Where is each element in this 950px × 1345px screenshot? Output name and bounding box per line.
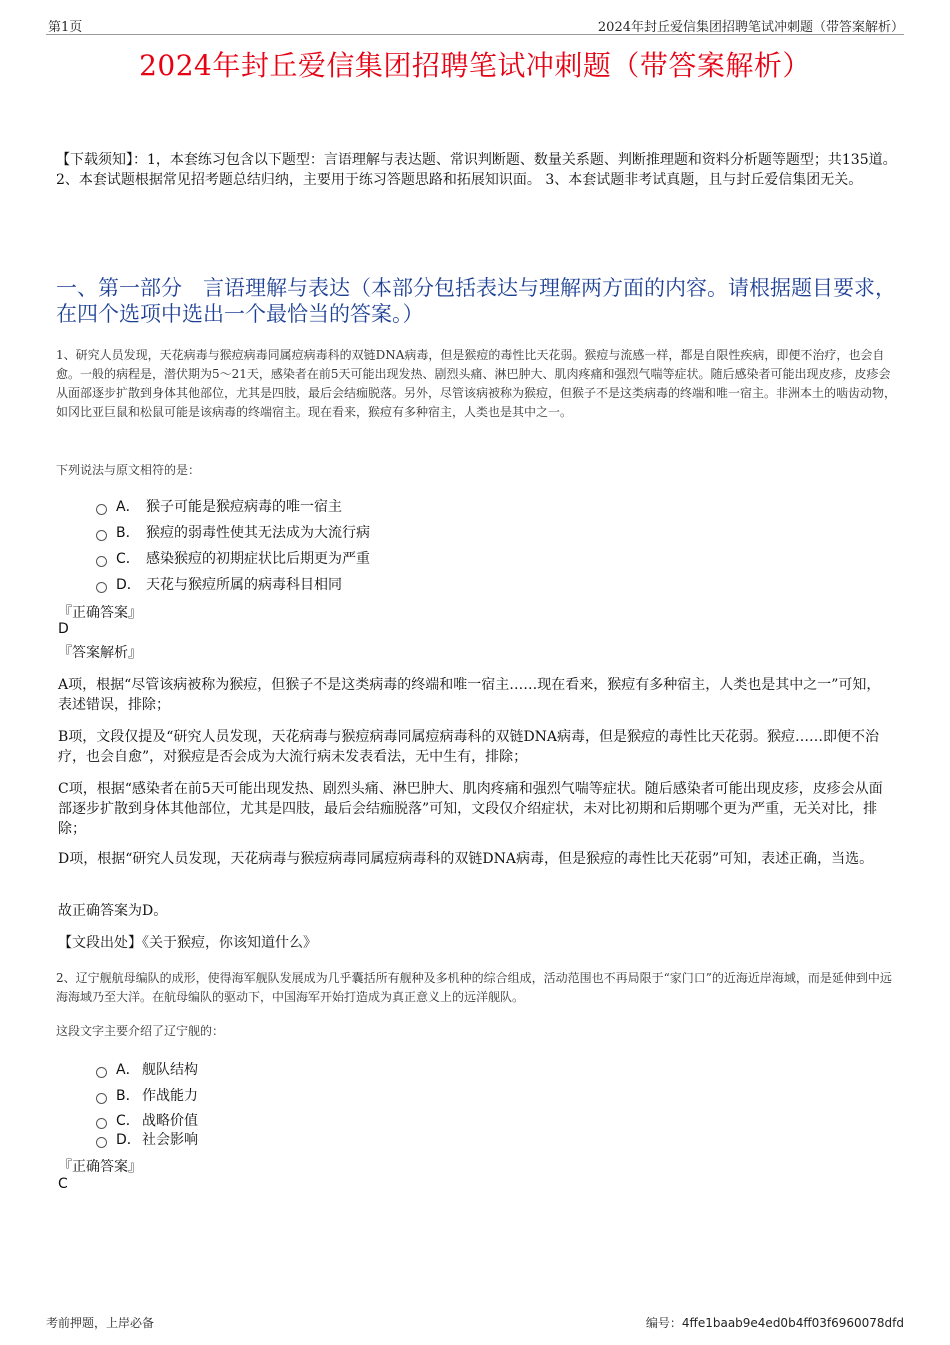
download-notice: 【下载须知】：1，本套练习包含以下题型：言语理解与表达题、常识判断题、数量关系题、判断推理题和资料分析题等题型；共135道。 2、本套试题根据常见招考题总结归纳，主要用于练习答题思路和拓展知识面。 3、本套试题非考试真题，且与封丘爱信集团无关。 — [56, 152, 897, 188]
option-d[interactable]: D． 天花与猴痘所属的病毒科目相同 — [96, 574, 342, 596]
radio-icon[interactable] — [96, 1093, 107, 1104]
radio-icon[interactable] — [96, 1137, 107, 1148]
option-d[interactable]: D．社会影响 — [96, 1129, 198, 1151]
answer-label: 『正确答案』 — [58, 605, 142, 621]
correct-answer: D — [58, 621, 69, 637]
option-c[interactable]: C． 战略价值 — [96, 1110, 198, 1132]
answer-label: 『正确答案』 — [58, 1159, 142, 1175]
option-b[interactable]: B． 猴痘的弱毒性使其无法成为大流行病 — [96, 522, 370, 544]
document-code — [646, 1314, 904, 1331]
code-label: 编号： — [645, 1316, 682, 1330]
option-a[interactable]: A． 舰队结构 — [96, 1059, 198, 1081]
page-footer — [46, 1312, 904, 1332]
option-c[interactable]: C． 感染猴痘的初期症状比后期更为严重 — [96, 548, 370, 570]
option-text: 猴子可能是猴痘病毒的唯一宿主 — [146, 499, 342, 515]
footer-slogan: 考前押题，上岸必备 — [46, 1316, 155, 1330]
option-b[interactable]: B． 作战能力 — [96, 1085, 198, 1107]
option-text: 猴痘的弱毒性使其无法成为大流行病 — [146, 525, 370, 541]
option-text: 战略价值 — [142, 1113, 198, 1129]
option-a[interactable]: A． 猴子可能是猴痘病毒的唯一宿主 — [96, 496, 342, 518]
option-text: 感染猴痘的初期症状比后期更为严重 — [146, 551, 370, 567]
analysis-c: C项，根据“感染者在前5天可能出现发热、剧烈头痛、淋巴肿大、肌肉疼痛和强烈气喘等症状。随后感染者可能出现皮疹，皮疹会从面部逐步扩散到身体其他部位，尤其是四肢，最后会结痂脱落”可知，文段仅介绍症状，未对比初期和后期哪个更为严重，无关对比，排除； — [58, 781, 883, 837]
text-source: 【文段出处】《关于猴痘，你该知道什么》 — [58, 935, 317, 951]
radio-icon[interactable] — [96, 1067, 107, 1078]
analysis-a: A项，根据“尽管该病被称为猴痘，但猴子不是这类病毒的终端和唯一宿主……现在看来，猴痘有多种宿主，人类也是其中之一”可知，表述错误，排除； — [58, 677, 881, 713]
question-1-prompt: 下列说法与原文相符的是： — [56, 463, 201, 477]
option-text: 社会影响 — [142, 1132, 198, 1148]
option-text: 作战能力 — [142, 1088, 198, 1104]
section-heading: 一、第一部分 言语理解与表达（本部分包括表达与理解两方面的内容。请根据题目要求，在四个选项中选出一个最恰当的答案。） — [56, 276, 896, 326]
header-doc-title: 2024年封丘爱信集团招聘笔试冲刺题（带答案解析） — [597, 20, 904, 35]
analysis-label: 『答案解析』 — [58, 645, 142, 661]
code-value: 4ffe1baab9e4ed0b4ff03f6960078dfd — [681, 1316, 904, 1330]
radio-icon[interactable] — [96, 530, 107, 541]
question-1-text: 1、研究人员发现，天花病毒与猴痘病毒同属痘病毒科的双链DNA病毒，但是猴痘的毒性比天花弱。猴痘与流感一样，都是自限性疾病，即便不治疗，也会自愈。一般的病程是，潜伏期为5～21天，感染者在前5天可能出现发热、剧烈头痛、淋巴肿大、肌肉疼痛和强烈气喘等症状。随后感染者可能出现皮疹，皮疹会从面部逐步扩散到身体其他部位，尤其是四肢，最后会结痂脱落。另外，尽管该病被称为猴痘，但猴子不是这类病毒的终端和唯一宿主。非洲本土的啮齿动物，如冈比亚巨鼠和松鼠可能是该病毒的终端宿主。现在看来，猴痘有多种宿主，人类也是其中之一。 — [56, 348, 897, 419]
question-2-prompt: 这段文字主要介绍了辽宁舰的： — [56, 1024, 225, 1038]
analysis-d: D项，根据“研究人员发现，天花病毒与猴痘病毒同属痘病毒科的双链DNA病毒，但是猴痘的毒性比天花弱”可知，表述正确，当选。 — [58, 851, 874, 867]
question-2-text: 2、辽宁舰航母编队的成形，使得海军舰队发展成为几乎囊括所有舰种及多机种的综合组成，活动范围也不再局限于“家门口”的近海近岸海域，而是延伸到中远海海域乃至大洋。在航母编队的驱动下，中国海军开始打造成为真正意义上的远洋舰队。 — [56, 971, 892, 1004]
radio-icon[interactable] — [96, 582, 107, 593]
correct-answer: C — [58, 1176, 68, 1192]
page-header — [46, 14, 904, 35]
document-title: 2024年封丘爱信集团招聘笔试冲刺题（带答案解析） — [139, 49, 811, 82]
analysis-conclusion: 故正确答案为D。 — [58, 903, 168, 919]
analysis-b: B项，文段仅提及“研究人员发现，天花病毒与猴痘病毒同属痘病毒科的双链DNA病毒，但是猴痘的毒性比天花弱。猴痘……即便不治疗，也会自愈”，对猴痘是否会成为大流行病未发表看法，无中生有，排除； — [58, 729, 880, 765]
radio-icon[interactable] — [96, 1118, 107, 1129]
radio-icon[interactable] — [96, 556, 107, 567]
option-text: 天花与猴痘所属的病毒科目相同 — [146, 577, 342, 593]
radio-icon[interactable] — [96, 504, 107, 515]
option-text: 舰队结构 — [142, 1062, 198, 1078]
page-number: 第1页 — [48, 20, 83, 35]
